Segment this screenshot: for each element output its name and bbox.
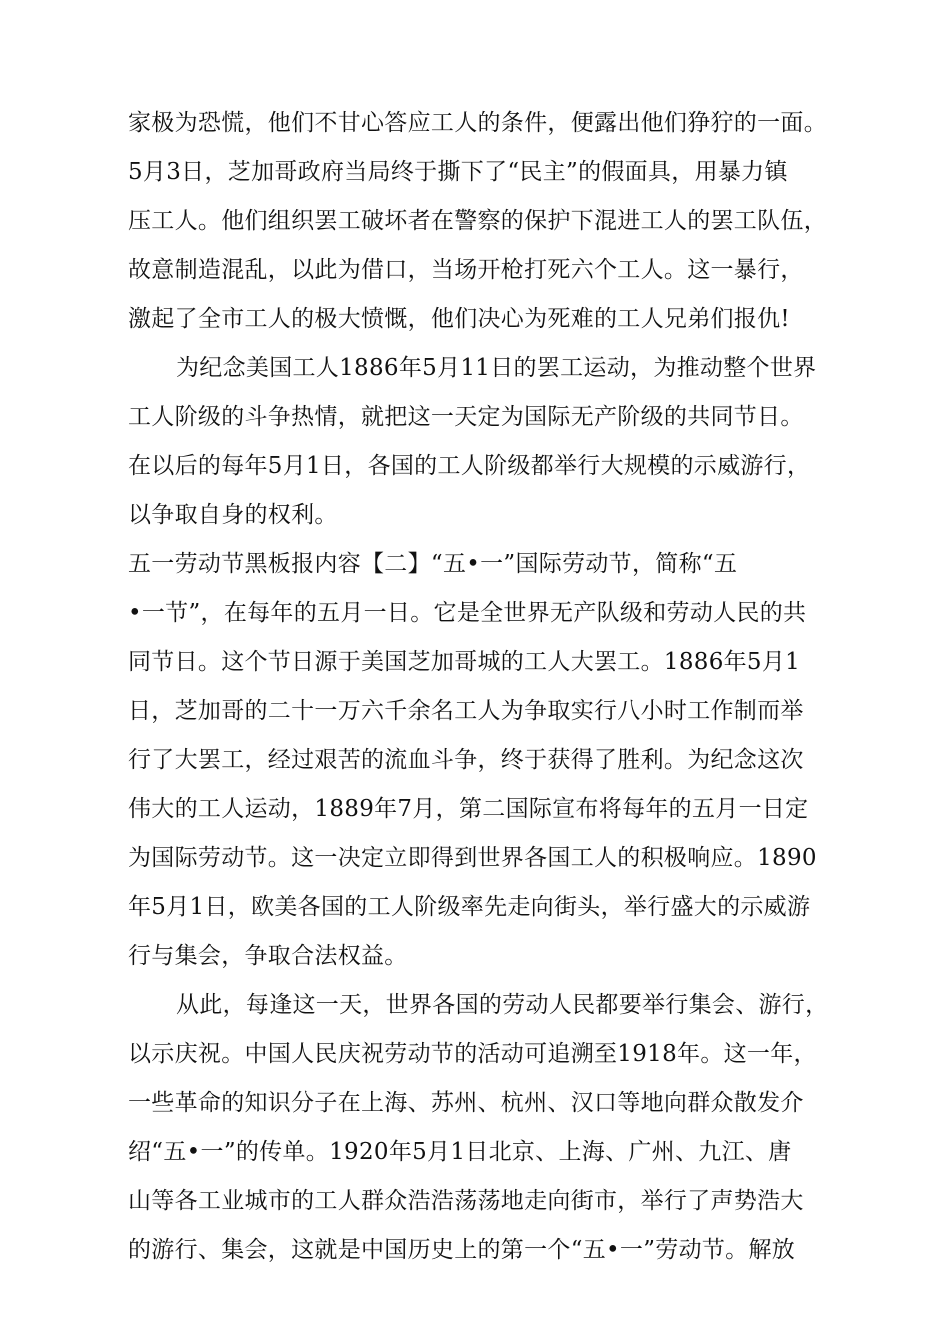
- text-line: 以争取自身的权利。: [128, 502, 338, 528]
- text-line: 从此，每逢这一天，世界各国的劳动人民都要举行集会、游行，: [176, 992, 829, 1018]
- text-line: 同节日。这个节日源于美国芝加哥城的工人大罢工。1886年5月1: [128, 649, 801, 675]
- text-line: 在以后的每年5月1日，各国的工人阶级都举行大规模的示威游行，: [128, 453, 811, 479]
- text-line: 激起了全市工人的极大愤慨，他们决心为死难的工人兄弟们报仇!: [128, 306, 790, 332]
- section-heading-line: 五一劳动节黑板报内容【二】“五•一”国际劳动节，简称“五: [128, 551, 738, 577]
- text-line: 一些革命的知识分子在上海、苏州、杭州、汉口等地向群众散发介: [128, 1090, 804, 1116]
- text-line: 行了大罢工，经过艰苦的流血斗争，终于获得了胜利。为纪念这次: [128, 747, 804, 773]
- text-line: 压工人。他们组织罢工破坏者在警察的保护下混进工人的罢工队伍，: [128, 208, 827, 234]
- text-line: 为国际劳动节。这一决定立即得到世界各国工人的积极响应。1890: [128, 845, 817, 871]
- text-line: 为纪念美国工人1886年5月11日的罢工运动，为推动整个世界: [176, 355, 817, 381]
- text-line: 行与集会，争取合法权益。: [128, 943, 408, 969]
- text-line: 山等各工业城市的工人群众浩浩荡荡地走向街市，举行了声势浩大: [128, 1188, 804, 1214]
- text-line: 的游行、集会，这就是中国历史上的第一个“五•一”劳动节。解放: [128, 1237, 796, 1263]
- text-line: 工人阶级的斗争热情，就把这一天定为国际无产阶级的共同节日。: [128, 404, 804, 430]
- text-line: 日，芝加哥的二十一万六千余名工人为争取实行八小时工作制而举: [128, 698, 804, 724]
- text-line: 年5月1日，欧美各国的工人阶级率先走向街头，举行盛大的示威游: [128, 894, 811, 920]
- text-line: 伟大的工人运动，1889年7月，第二国际宣布将每年的五月一日定: [128, 796, 809, 822]
- text-line: 以示庆祝。中国人民庆祝劳动节的活动可追溯至1918年。这一年，: [128, 1041, 817, 1067]
- text-line: •一节”，在每年的五月一日。它是全世界无产队级和劳动人民的共: [128, 600, 807, 626]
- text-line: 家极为恐慌，他们不甘心答应工人的条件，便露出他们狰狞的一面。: [128, 110, 827, 136]
- text-line: 绍“五•一”的传单。1920年5月1日北京、上海、广州、九江、唐: [128, 1139, 792, 1165]
- text-line: 5月3日，芝加哥政府当局终于撕下了“民主”的假面具，用暴力镇: [128, 159, 788, 185]
- text-line: 故意制造混乱，以此为借口，当场开枪打死六个工人。这一暴行，: [128, 257, 804, 283]
